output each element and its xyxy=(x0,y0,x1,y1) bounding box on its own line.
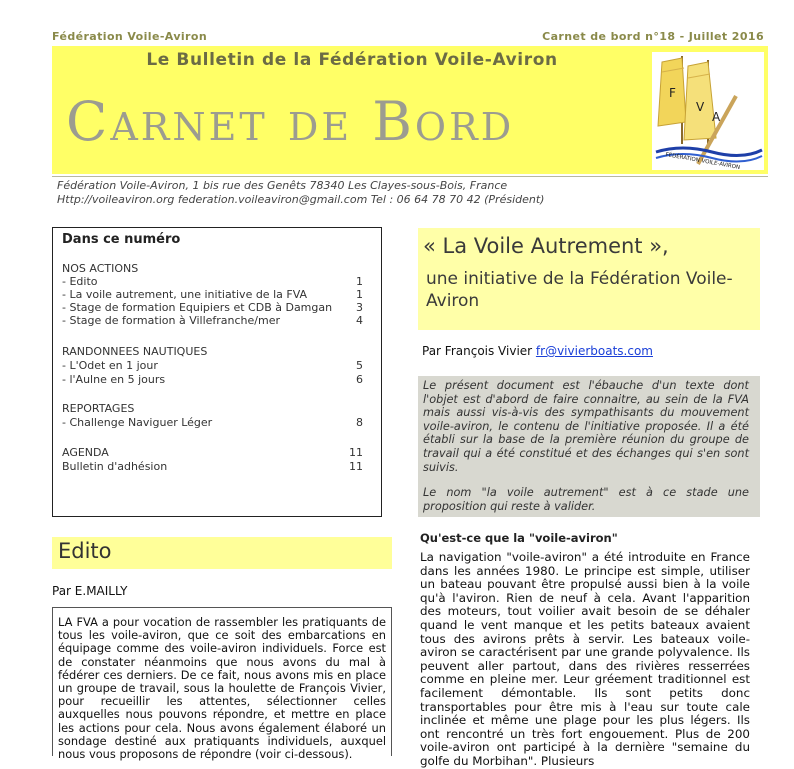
toc-section-agenda[interactable]: AGENDA 11 xyxy=(62,446,363,459)
logo-letter-a: A xyxy=(712,110,721,124)
masthead-title: Carnet de Bord xyxy=(66,90,515,153)
edito-author: Par E.MAILLY xyxy=(52,584,128,598)
table-of-contents xyxy=(52,227,382,517)
address-line-1: Fédération Voile-Aviron, 1 bis rue des Genêts 78340 Les Clayes-sous-Bois, France xyxy=(57,179,508,192)
header-federation-name: Fédération Voile-Aviron xyxy=(52,30,208,43)
masthead-banner xyxy=(52,46,768,174)
edito-text-box xyxy=(52,607,392,762)
masthead-divider xyxy=(52,176,768,177)
masthead-subtitle: Le Bulletin de la Fédération Voile-Aviron xyxy=(146,50,558,70)
article-intro-paragraph-2: Le nom "la voile autrement" est à ce stade une proposition qui reste à valider. xyxy=(423,486,749,513)
toc-item[interactable]: - La voile autrement, une initiative de la FVA 1 xyxy=(62,288,363,301)
toc-item[interactable]: - L'Odet en 1 jour 5 xyxy=(62,359,363,372)
toc-item[interactable]: Bulletin d'adhésion 11 xyxy=(62,460,363,473)
article-intro-paragraph-1: Le présent document est l'ébauche d'un texte dont l'objet est d'abord de faire connaitre, au sein de la FVA mais aussi vis-à-vis des sympathisants du mouvement voile-aviron, le contenu de l'initiative proposée. Il a été établi sur la base de la première réunion du groupe de travail qui a été constitué et des échanges qui s'en sont suivis. xyxy=(423,379,749,474)
edito-text: LA FVA a pour vocation de rassembler les pratiquants de tous les voile-aviron, que ce soit des embarcations en équipage comme des voile-aviron individuels. Force est de constater néanmoins que nous avons du mal à fédérer ces derniers. De ce fait, nous avons mis en place un groupe de travail, sous la houlette de François Vivier, pour recueillir les attentes, sélectionner celles auxquelles nous pouvons répondre, et mettre en place les actions pour cela. Nous avons également élaboré un sondage destiné aux pratiquants individuels, auxquel nous vous proposons de répondre (voir ci-dessous). xyxy=(58,615,386,762)
article-intro-box xyxy=(418,376,760,517)
toc-item[interactable]: - l'Aulne en 5 jours 6 xyxy=(62,373,363,386)
toc-section-randonnees: RANDONNEES NAUTIQUES xyxy=(62,345,208,358)
logo-letter-v: V xyxy=(696,100,705,114)
edito-heading: Edito xyxy=(58,539,112,563)
header-issue-number: Carnet de bord n°18 - Juillet 2016 xyxy=(542,30,764,43)
article-title: « La Voile Autrement », xyxy=(423,234,669,258)
article-author-name: Par François Vivier xyxy=(422,344,533,358)
toc-item[interactable]: - Challenge Naviguer Léger 8 xyxy=(62,416,363,429)
fva-logo xyxy=(652,52,764,170)
article-author xyxy=(422,344,653,358)
toc-item[interactable]: - Edito 1 xyxy=(62,275,363,288)
address-line-2: Http://voileaviron.org federation.voileaviron@gmail.com Tel : 06 64 78 70 42 (Président) xyxy=(57,193,545,206)
article-heading-box xyxy=(418,228,760,330)
logo-caption: FÉDÉRATION VOILE-AVIRON xyxy=(664,152,741,172)
toc-item[interactable]: - Stage de formation Equipiers et CDB à Damgan 3 xyxy=(62,301,363,314)
edito-heading-box xyxy=(52,537,392,569)
toc-title: Dans ce numéro xyxy=(62,232,181,247)
article-section-title: Qu'est-ce que la "voile-aviron" xyxy=(420,531,618,545)
toc-item[interactable]: - Stage de formation à Villefranche/mer 4 xyxy=(62,314,363,327)
toc-section-reportages: REPORTAGES xyxy=(62,402,135,415)
logo-letter-f: F xyxy=(669,86,676,100)
article-subtitle: une initiative de la Fédération Voile-Aviron xyxy=(426,269,733,311)
article-author-email-link[interactable]: fr@vivierboats.com xyxy=(535,344,653,358)
toc-section-nos-actions: NOS ACTIONS xyxy=(62,262,139,275)
article-body: La navigation "voile-aviron" a été introduite en France dans les années 1980. Le principe est simple, utiliser un bateau pouvant être propulsé aussi bien à la voile qu'à l'aviron. Rien de neuf à cela. Avant l'apparition des moteurs, tout voilier avait besoin de se déhaler quand le vent manque et les petits bateaux avaient tous des avirons prêts à servir. Les bateaux voile-aviron se caractérisent par une grande polyvalence. Ils peuvent aller partout, dans des rivières resserrées comme en pleine mer. Leur gréement traditionnel est facilement démontable. Ils sont petits donc transportables pour être mis à l'eau sur toute cale inclinée et même une plage pour les plus légers. Ils ont rencontré un très fort engouement. Plus de 200 voile-aviron ont participé à la dernière "semaine du golfe du Morbihan". Plusieurs xyxy=(420,550,750,768)
